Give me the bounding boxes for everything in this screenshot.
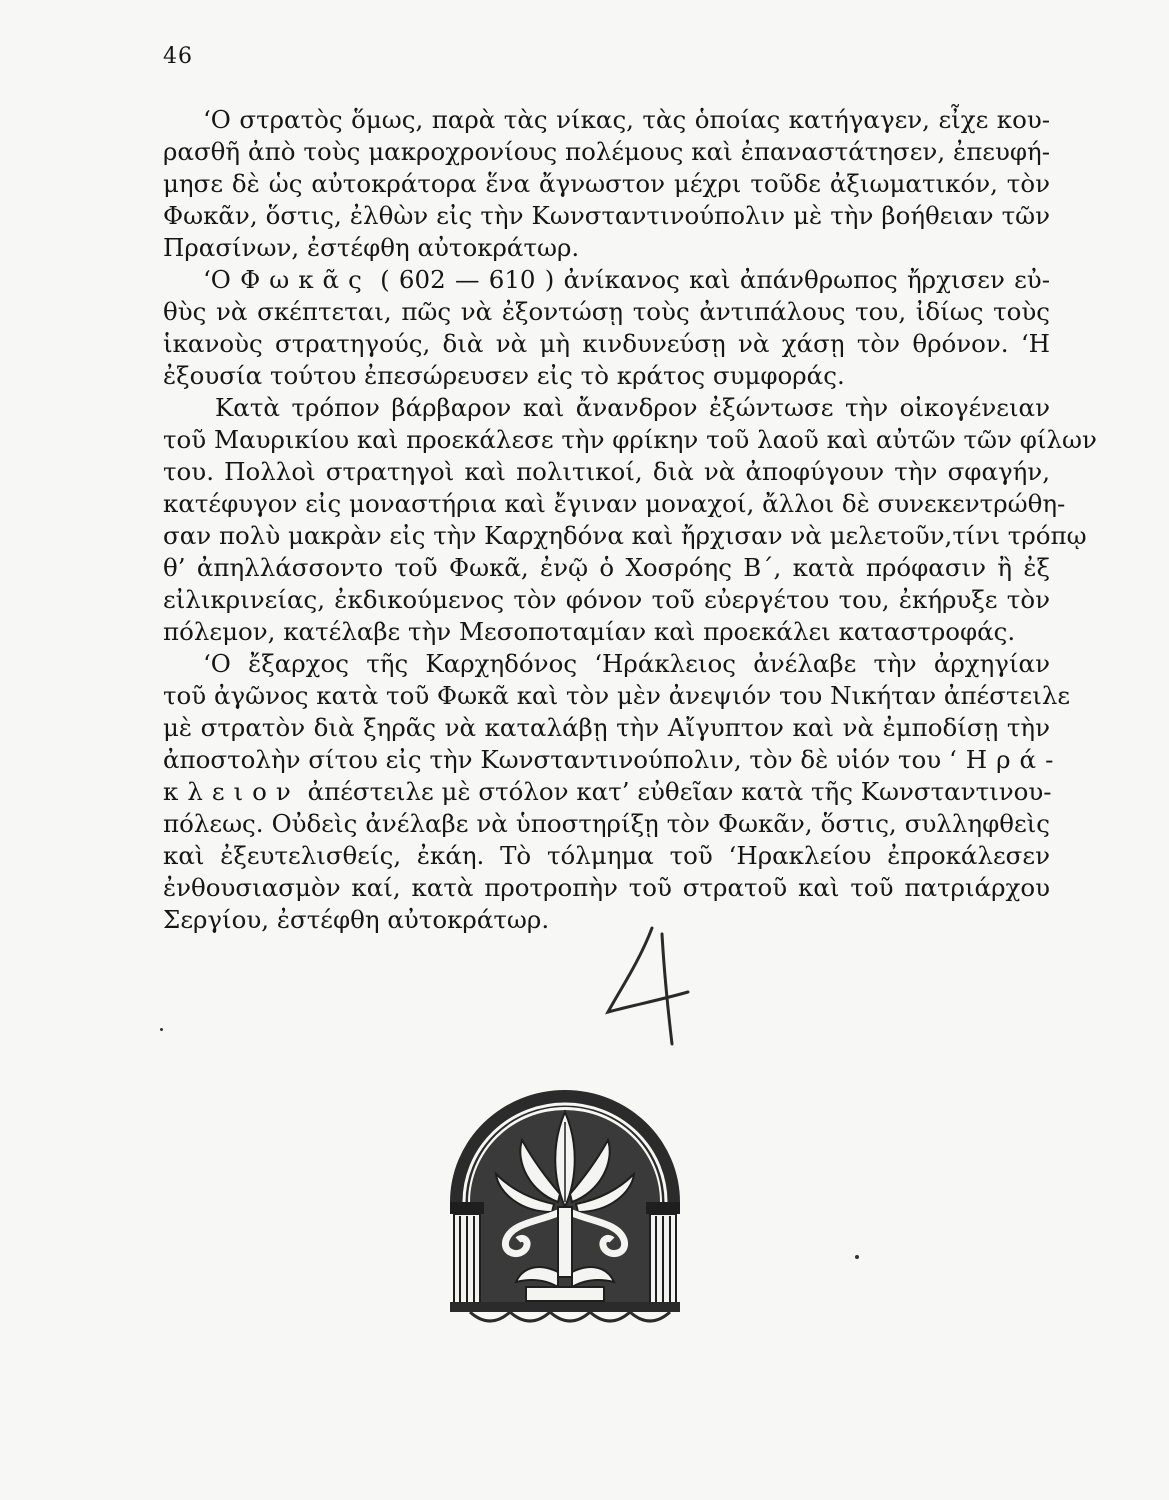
text-line: ‘Ο ἔξαρχος τῆς Καρχηδόνος ‘Ηράκλειος ἀνέλαβε τὴν ἀρχηγίαν [203,649,1050,678]
text-line: μησε δὲ ὡς αὐτοκράτορα ἕνα ἄγνωστον μέχρι τοῦδε ἀξιωματικόν, τὸν [163,169,1050,198]
text-span: ἀπέστειλε μὲ στόλον κατ’ εὐθεῖαν κατὰ τῆς Κωνσταντινου- [307,777,1052,806]
emphasized-name: κλειον [163,777,300,806]
body-text [163,104,1097,936]
text-span: ἀποστολὴν σίτου εἰς τὴν Κωνσταντινούπολιν, τὸν δὲ υἱόν του [163,745,942,774]
text-span: ( 602 — 610 ) ἀνίκανος καὶ ἀπάνθρωπος ἤρχισεν εὐ- [380,265,1050,294]
emphasized-name: Φωκᾶς [240,265,371,294]
text-line: του. Πολλοὶ στρατηγοὶ καὶ πολιτικοί, διὰ νὰ ἀποφύγουν τὴν σφαγήν, [163,457,1050,486]
palmette-ornament-icon [430,1082,700,1332]
text-line: ἱκανοὺς στρατηγούς, διὰ νὰ μὴ κινδυνεύσῃ νὰ χάσῃ τὸν θρόνον. ‘Η [163,329,1050,358]
text-line: ἐξουσία τούτου ἐπεσώρευσεν εἰς τὸ κράτος συμφοράς. [163,361,845,390]
text-line: καὶ ἐξευτελισθείς, ἐκάη. Τὸ τόλμημα τοῦ ‘Ηρακλείου ἐπροκάλεσεν [163,841,1050,870]
text-line: πόλεως. Οὐδεὶς ἀνέλαβε νὰ ὑποστηρίξῃ τὸν Φωκᾶν, ὅστις, συλληφθεὶς [163,809,1050,838]
text-line: πόλεμον, κατέλαβε τὴν Μεσοποταμίαν καὶ προεκάλει καταστροφάς. [163,617,1016,646]
text-line: εἰλικρινείας, ἐκδικούμενος τὸν φόνον τοῦ εὐεργέτου του, ἐκήρυξε τὸν [163,585,1050,614]
emphasized-name: ‘Ηρά- [949,745,1063,774]
text-line: τοῦ Μαυρικίου καὶ προεκάλεσε τὴν φρίκην τοῦ λαοῦ καὶ αὐτῶν τῶν φίλων [163,425,1097,454]
text-line [163,776,1050,808]
text-line: Σεργίου, ἐστέφθη αὐτοκράτωρ. [163,905,550,934]
text-line: τοῦ ἀγῶνος κατὰ τοῦ Φωκᾶ καὶ τὸν μὲν ἀνεψιόν του Νικήταν ἀπέστειλε [163,681,1071,710]
text-line: Πρασίνων, ἐστέφθη αὐτοκράτωρ. [163,233,580,262]
handwritten-mark-icon [590,920,700,1050]
text-line: θ’ ἀπηλλάσσοντο τοῦ Φωκᾶ, ἐνῷ ὁ Χοσρόης Β΄, κατὰ πρόφασιν ἢ ἐξ [163,553,1050,582]
text-line: ἐνθουσιασμὸν καί, κατὰ προτροπὴν τοῦ στρατοῦ καὶ τοῦ πατριάρχου [163,873,1050,902]
text-line: κατέφυγον εἰς μοναστήρια καὶ ἔγιναν μοναχοί, ἄλλοι δὲ συνεκεντρώθη- [163,489,1066,518]
text-line: θὺς νὰ σκέπτεται, πῶς νὰ ἐξοντώσῃ τοὺς ἀντιπάλους του, ἰδίως τοὺς [163,297,1050,326]
text-line: Φωκᾶν, ὅστις, ἐλθὼν εἰς τὴν Κωνσταντινούπολιν μὲ τὴν βοήθειαν τῶν [163,201,1050,230]
text-line: μὲ στρατὸν διὰ ξηρᾶς νὰ καταλάβῃ τὴν Αἴγυπτον καὶ νὰ ἐμποδίσῃ τὴν [163,713,1050,742]
page-number: 46 [163,44,193,69]
text-line: ‘Ο Φωκᾶς ( 602 — 610 ) ἀνίκανος καὶ ἀπάνθρωπος ἤρχισεν εὐ- [203,265,1050,294]
text-line: σαν πολὺ μακρὰν εἰς τὴν Καρχηδόνα καὶ ἤρχισαν νὰ μελετοῦν,τίνι τρόπῳ [163,521,1087,550]
ink-speck [160,1028,163,1031]
text-line: ρασθῆ ἀπὸ τοὺς μακροχρονίους πολέμους καὶ ἐπαναστάτησεν, ἐπευφή- [163,137,1050,166]
text-line [163,744,1063,776]
text-line: Κατὰ τρόπον βάρβαρον καὶ ἄνανδρον ἐξώντωσε τὴν οἰκογένειαν [215,393,1050,422]
text-line: ‘Ο στρατὸς ὅμως, παρὰ τὰς νίκας, τὰς ὁποίας κατήγαγεν, εἶχε κου- [203,105,1050,134]
ink-speck [855,1255,859,1259]
